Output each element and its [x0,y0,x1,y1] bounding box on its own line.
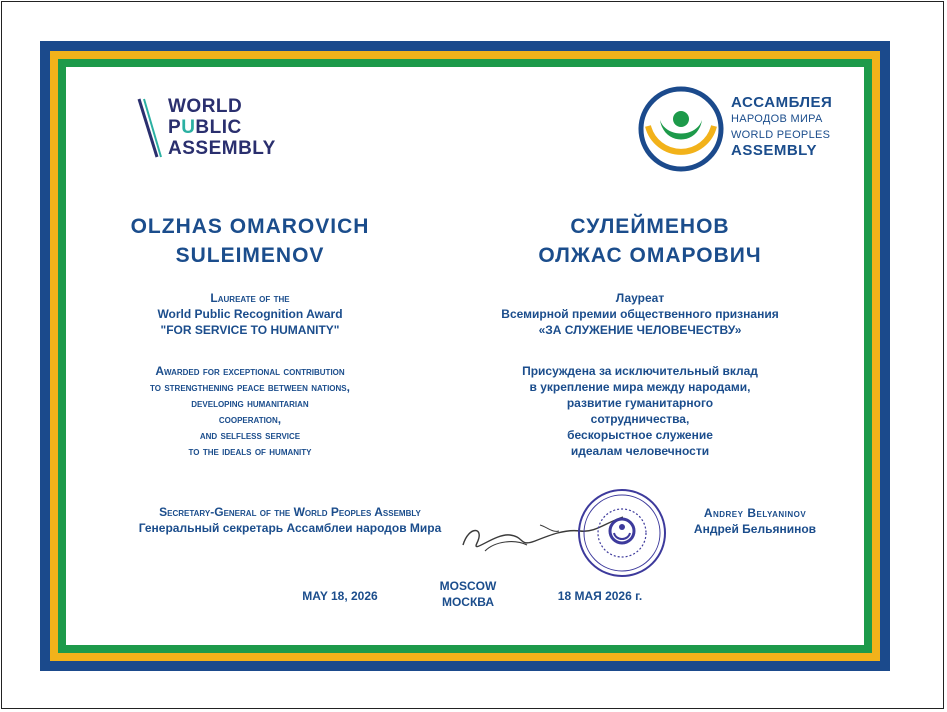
date-ru: 18 МАЯ 2026 г. [557,589,643,603]
assembly-en-line-1: WORLD PEOPLES [731,129,831,141]
world-public-assembly-wordmark [168,96,276,159]
laureate-name-ru: СУЛЕЙМЕНОВ ОЛЖАС ОМАРОВИЧ [538,215,762,267]
award-reason-en: Awarded for exceptional contribution to strengthening peace between nations, developing humanitarian cooperation, and selfless service to the ideals of humanity [150,364,350,458]
city-block [418,578,518,610]
award-reason-ru: Присуждена за исключительный вклад в укрепление мира между народами, развитие гуманитарного сотрудничества, бескорыстное служение идеалам человечности [522,364,758,458]
award-title-en: "FOR SERVICE TO HUMANITY" [160,323,340,337]
signatory-name-ru: Андрей Бельянинов [693,522,817,536]
assembly-en-line-2: ASSEMBLY [731,142,817,159]
signatory-title-ru: Генеральный секретарь Ассамблеи народов Мира [138,521,442,535]
city-en: MOSCOW [439,579,497,593]
laureate-name-en: OLZHAS OMAROVICH SULEIMENOV [130,215,370,267]
laureate-label-ru: Лауреат [615,291,665,305]
world-peoples-assembly-emblem-icon [638,86,724,172]
assembly-ru-line-2: НАРОДОВ МИРА [731,113,823,125]
award-name-ru: Всемирной премии общественного признания [501,307,779,321]
signatory-title [95,504,485,536]
date-en: MAY 18, 2026 [302,589,378,603]
signatory-title-en: Secretary-General of the World Peoples Assembly [159,505,421,519]
signatory-name [670,505,840,537]
wpa-line-1: WORLD [168,96,243,117]
award-block-en [100,290,400,338]
signatory-name-en: Andrey Belyaninov [703,506,807,520]
wpa-line-3: ASSEMBLY [168,138,276,159]
official-seal-icon [576,487,668,579]
city-ru: МОСКВА [441,595,495,609]
wpa-line-2: PUBLIC [168,117,242,138]
assembly-ru-line-1: АССАМБЛЕЯ [731,94,833,111]
award-block-ru [450,290,830,338]
award-title-ru: «ЗА СЛУЖЕНИЕ ЧЕЛОВЕЧЕСТВУ» [538,323,742,337]
award-name-en: World Public Recognition Award [157,307,343,321]
laureate-label-en: Laureate of the [210,291,290,305]
world-peoples-assembly-wordmark [731,95,832,159]
